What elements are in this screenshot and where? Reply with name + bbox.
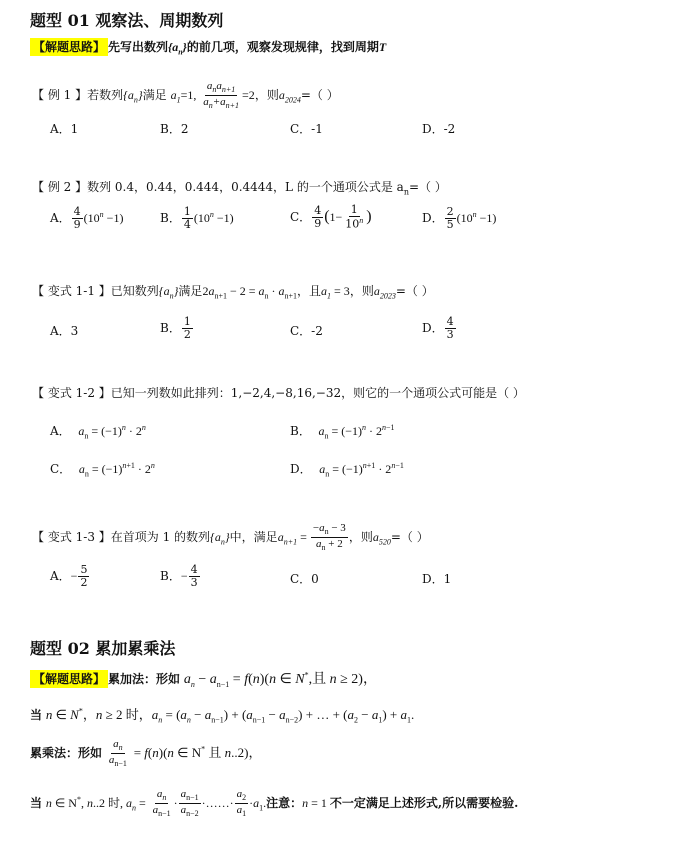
lead-text: 累加法：形如	[108, 672, 181, 686]
stem-text: 已知数列	[110, 284, 159, 298]
option-d: D． $\frac{2}{5}$ $(10^n -1)$	[422, 205, 497, 232]
variant-1-2-label: 【 变式 1-2 】	[32, 386, 111, 400]
fraction: $\frac{a_na_{n+1}}{a_n+a_{n+1}}$	[203, 80, 240, 111]
option-letter: A．	[50, 211, 71, 226]
stem-text: 中，满足	[229, 529, 278, 544]
variant-1-1-stem: 【 变式 1-1 】已知数列$\{a_n\}$满足$2a_{n+1} - 2 = a_n \cdot a_{n+1}$，且$a_1 = 3$，则$a_{2023}=$（ ）	[32, 284, 434, 301]
stem-sub: n	[403, 187, 409, 197]
option-letter: A．	[50, 569, 71, 584]
tip-line-1	[30, 38, 386, 56]
tip-tag: 【解题思路】	[30, 670, 108, 688]
option-letter: B．	[160, 569, 181, 584]
stem-text: 满足	[142, 87, 167, 102]
variant-1-1-label: 【 变式 1-1 】	[32, 284, 111, 298]
option-a: A．3	[50, 324, 79, 338]
tip-text: 先写出数列$\{a_n\}$的前几项，观察发现规律，找到周期T	[108, 40, 387, 57]
option-b: B．2	[160, 122, 189, 136]
option-c: C． $\frac{4}{9}$ (1− $\frac{1}{10^n}$ )	[290, 203, 372, 231]
option-letter: B．	[160, 211, 181, 226]
option-letter: A．	[50, 424, 71, 438]
option-c: C．-2	[290, 324, 323, 338]
option-b: B． $\frac{1}{4}$ $(10^n -1)$	[160, 205, 234, 232]
lead-text: 当	[30, 795, 43, 810]
stem-text: ，则	[348, 529, 373, 544]
example-1-stem: 【 例 1 】若数列$\{a_n\}$满足 $a_1=1$, $\frac{a_na_{n+1}}{a_n+a_{n+1}}$ =2，则$a_{2024}=$（ ）	[32, 80, 339, 111]
option-letter: D．	[422, 321, 444, 336]
option-b: B．− $\frac{4}{3}$	[160, 563, 198, 590]
stem-text: ，则	[349, 284, 374, 298]
option-d: D． $a_n = (-1)^{n+1} \cdot 2^{n-1}$	[290, 461, 404, 479]
section-title-2: 题型 02 累加累乘法	[30, 639, 176, 658]
variant-1-3-stem: 【 变式 1-3 】在首项为 1 的数列$\{a_n\}$中，满足$a_{n+1}$ = $\frac{-a_n - 3}{a_n + 2}$ ，则$a_{520}=$（ ）	[32, 522, 429, 553]
tip-line-2: 【解题思路】 累加法：形如 $a_n - a_{n-1} = f(n)(n$ ∈ N*,且 n ≥ 2)，	[30, 668, 377, 689]
option-a: A． $a_n = (-1)^n \cdot 2^n$	[50, 423, 146, 441]
option-d: D．-2	[422, 122, 456, 136]
option-letter: C．	[50, 462, 72, 476]
option-b: B． $a_n = (-1)^n \cdot 2^{n-1}$	[290, 423, 395, 441]
stem-text: 在首项为 1 的数列	[110, 529, 211, 544]
stem-text: 数列 0.4，0.44，0.444，0.4444，L 的一个通项公式是 a	[87, 180, 404, 194]
option-c: C． $a_n = (-1)^{n+1} \cdot 2^n$	[50, 461, 155, 479]
stem-text: 满足	[178, 284, 203, 298]
lead-text: 当	[30, 708, 43, 722]
stem-text: =（ ）	[395, 284, 434, 298]
example-2-stem	[32, 178, 447, 196]
variant-1-2-stem	[32, 384, 525, 401]
option-letter: D．	[422, 211, 444, 226]
option-d: D． $\frac{4}{3}$	[422, 315, 454, 342]
option-letter: D．	[290, 462, 312, 476]
note-text: 不一定满足上述形式,所以需要检验.	[329, 795, 519, 810]
example-2-label: 【 例 2 】	[32, 180, 88, 194]
option-a: A． $\frac{4}{9}$ $(10^n -1)$	[50, 205, 124, 232]
option-letter: B．	[160, 321, 181, 336]
option-c: C．0	[290, 572, 319, 586]
stem-text: ，且	[297, 284, 322, 298]
section-title-1: 题型 01 观察法、周期数列	[30, 11, 224, 30]
stem-text: =（ ）	[390, 529, 429, 544]
option-d: D．1	[422, 572, 452, 586]
lead-text: 累乘法：形如	[30, 745, 103, 760]
example-1-label: 【 例 1 】	[32, 87, 88, 102]
stem-text: =（ ）	[408, 180, 447, 194]
line-3: 累乘法：形如 $\frac{a_n}{a_{n-1}}$ = f(n)(n ∈ N* 且 n..2)，	[30, 738, 262, 769]
tip-tag: 【解题思路】	[30, 38, 108, 56]
line-4: 当 n ∈ N*, n..2 时, $a_n$ = $\frac{a_n}{a_{n-1}}$ · $\frac{a_{n-1}}{a_{n-2}}$ ·……· $\frac{a_2}{a_1}$ $\cdot a_1$.注意：n = 1 不一定满足上述形式,所以需要检验.	[30, 788, 519, 819]
option-a: A．− $\frac{5}{2}$	[50, 563, 88, 590]
note-label: 注意：	[266, 795, 303, 810]
option-a: A．1	[50, 122, 79, 136]
option-letter: C．	[290, 209, 312, 224]
stem-text: ，则	[254, 87, 279, 102]
stem-text: =（ ）	[300, 87, 339, 102]
stem-text: 已知一列数如此排列：1,−2,4,−8,16,−32，则它的一个通项公式可能是（ ）	[110, 386, 525, 400]
option-c: C．-1	[290, 122, 323, 136]
line-2: 当 n ∈ N*，n ≥ 2 时，$a_n = (a_n - a_{n-1}) + (a_{n-1} - a_{n-2})$ + … + $(a_2 - a_1) + a_1$.	[30, 706, 415, 725]
stem-text: 若数列	[87, 87, 124, 102]
option-letter: B．	[290, 424, 311, 438]
option-b: B． $\frac{1}{2}$	[160, 315, 191, 342]
variant-1-3-label: 【 变式 1-3 】	[32, 529, 111, 544]
